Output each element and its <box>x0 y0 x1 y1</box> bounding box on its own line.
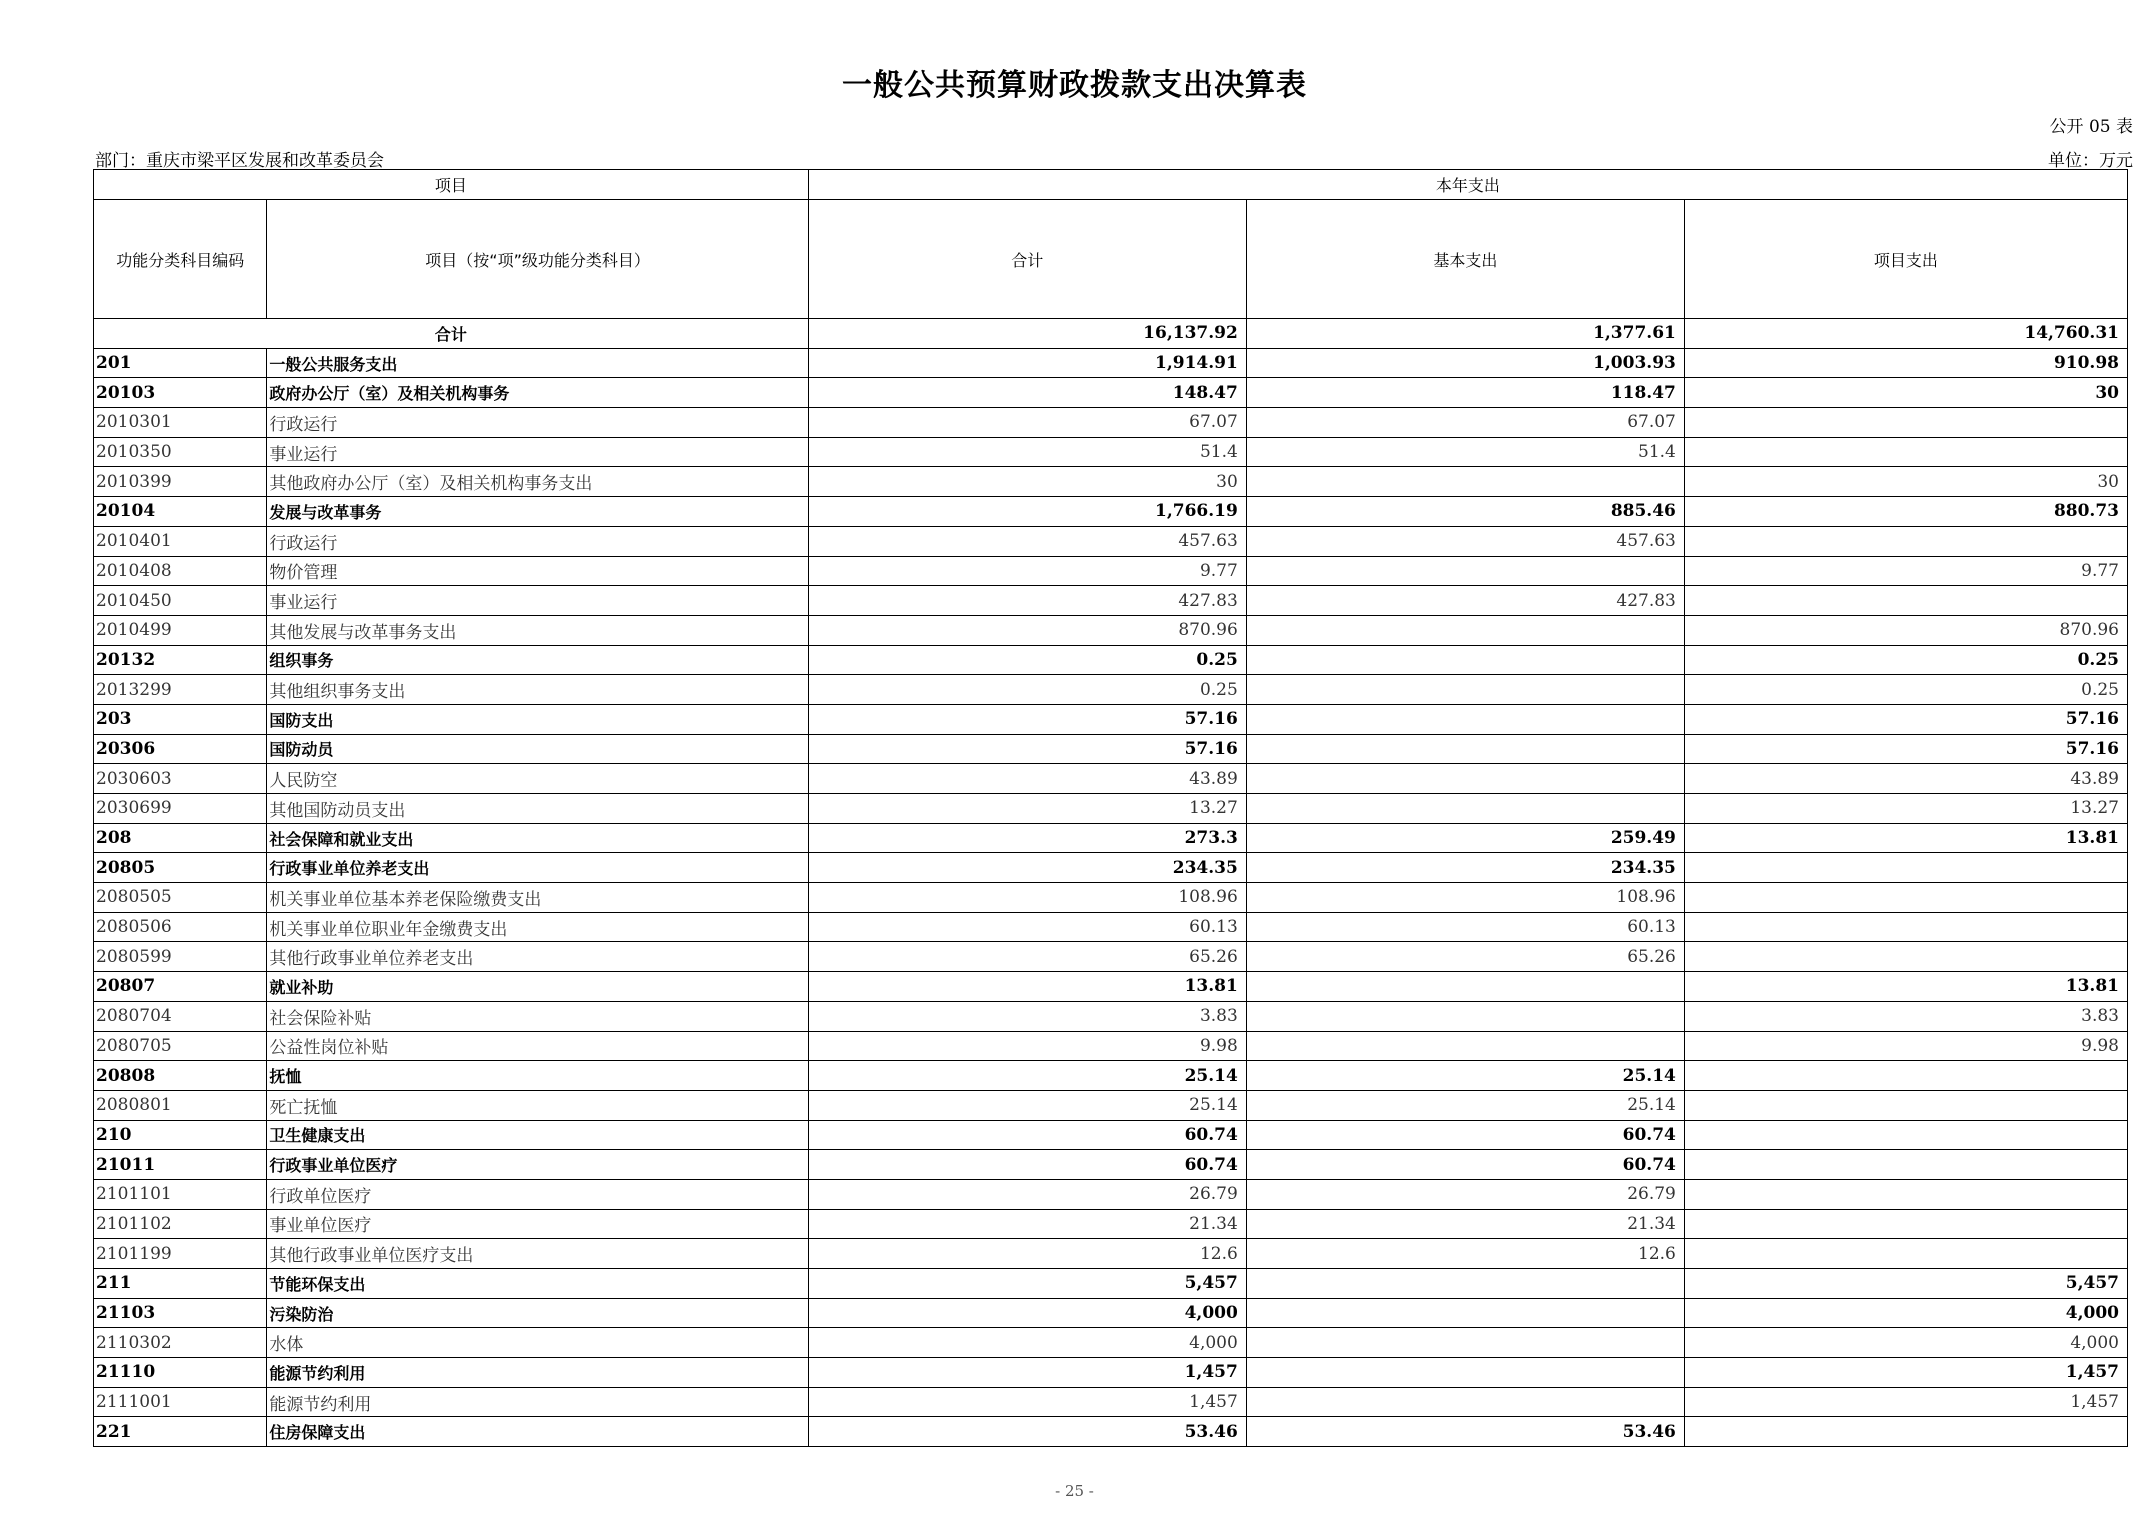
row-total: 0.25 <box>808 675 1246 705</box>
row-basic <box>1246 675 1684 705</box>
row-name: 其他国防动员支出 <box>267 794 808 824</box>
table-row <box>94 467 2128 497</box>
table-row <box>94 1001 2128 1031</box>
table-row <box>94 526 2128 556</box>
row-total: 9.77 <box>808 556 1246 586</box>
row-code: 210 <box>94 1120 267 1150</box>
row-project: 870.96 <box>1684 615 2127 645</box>
row-project: 57.16 <box>1684 734 2127 764</box>
row-code: 2010499 <box>94 615 267 645</box>
row-total: 234.35 <box>808 853 1246 883</box>
row-total: 57.16 <box>808 734 1246 764</box>
row-code: 2010408 <box>94 556 267 586</box>
row-total: 12.6 <box>808 1239 1246 1269</box>
row-name: 死亡抚恤 <box>267 1090 808 1120</box>
row-project <box>1684 1239 2127 1269</box>
row-name: 其他行政事业单位养老支出 <box>267 942 808 972</box>
row-total: 60.74 <box>808 1150 1246 1180</box>
row-code: 21110 <box>94 1358 267 1388</box>
row-basic <box>1246 1387 1684 1417</box>
row-project <box>1684 853 2127 883</box>
table-row <box>94 1179 2128 1209</box>
row-name: 社会保障和就业支出 <box>267 823 808 853</box>
row-name: 其他政府办公厅（室）及相关机构事务支出 <box>267 467 808 497</box>
table-row <box>94 1239 2128 1269</box>
row-name: 抚恤 <box>267 1061 808 1091</box>
row-name: 能源节约利用 <box>267 1387 808 1417</box>
row-basic: 65.26 <box>1246 942 1684 972</box>
row-total: 427.83 <box>808 586 1246 616</box>
row-name: 物价管理 <box>267 556 808 586</box>
expenditure-table <box>93 169 2128 1447</box>
row-basic: 26.79 <box>1246 1179 1684 1209</box>
row-total: 25.14 <box>808 1090 1246 1120</box>
row-code: 2010399 <box>94 467 267 497</box>
row-name: 污染防治 <box>267 1298 808 1328</box>
row-project <box>1684 408 2127 438</box>
row-code: 203 <box>94 704 267 734</box>
row-name: 行政运行 <box>267 408 808 438</box>
row-total: 25.14 <box>808 1061 1246 1091</box>
row-basic <box>1246 556 1684 586</box>
row-project <box>1684 942 2127 972</box>
row-code: 2010450 <box>94 586 267 616</box>
row-project: 4,000 <box>1684 1328 2127 1358</box>
row-project: 30 <box>1684 467 2127 497</box>
table-row <box>94 497 2128 527</box>
row-code: 2010301 <box>94 408 267 438</box>
row-name: 社会保险补贴 <box>267 1001 808 1031</box>
row-total: 1,766.19 <box>808 497 1246 527</box>
table-row <box>94 1061 2128 1091</box>
table-row <box>94 1298 2128 1328</box>
row-code: 2101199 <box>94 1239 267 1269</box>
row-code: 2080506 <box>94 912 267 942</box>
row-code: 2080705 <box>94 1031 267 1061</box>
row-total: 3.83 <box>808 1001 1246 1031</box>
total-row <box>94 319 2128 349</box>
row-project <box>1684 1120 2127 1150</box>
row-name: 卫生健康支出 <box>267 1120 808 1150</box>
row-basic <box>1246 615 1684 645</box>
row-total: 870.96 <box>808 615 1246 645</box>
row-basic: 457.63 <box>1246 526 1684 556</box>
table-row <box>94 1090 2128 1120</box>
table-row <box>94 794 2128 824</box>
row-basic: 21.34 <box>1246 1209 1684 1239</box>
row-total: 457.63 <box>808 526 1246 556</box>
row-project <box>1684 1209 2127 1239</box>
row-project: 910.98 <box>1684 348 2127 378</box>
row-basic: 60.74 <box>1246 1120 1684 1150</box>
row-name: 事业单位医疗 <box>267 1209 808 1239</box>
row-project: 5,457 <box>1684 1269 2127 1299</box>
header-project: 项目支出 <box>1684 200 2127 319</box>
row-basic: 67.07 <box>1246 408 1684 438</box>
row-code: 2030603 <box>94 764 267 794</box>
row-total: 108.96 <box>808 883 1246 913</box>
table-row <box>94 972 2128 1002</box>
table-row <box>94 408 2128 438</box>
header-name: 项目（按“项”级功能分类科目） <box>267 200 808 319</box>
row-project: 43.89 <box>1684 764 2127 794</box>
table-row <box>94 1150 2128 1180</box>
row-total: 60.13 <box>808 912 1246 942</box>
row-project: 0.25 <box>1684 675 2127 705</box>
row-project: 3.83 <box>1684 1001 2127 1031</box>
table-row <box>94 764 2128 794</box>
total-basic: 1,377.61 <box>1246 319 1684 349</box>
row-project: 9.98 <box>1684 1031 2127 1061</box>
row-project <box>1684 1179 2127 1209</box>
row-name: 就业补助 <box>267 972 808 1002</box>
row-project: 30 <box>1684 378 2127 408</box>
header-this-year: 本年支出 <box>808 170 2127 200</box>
table-row <box>94 734 2128 764</box>
table-row <box>94 348 2128 378</box>
row-name: 住房保障支出 <box>267 1417 808 1447</box>
row-project: 1,457 <box>1684 1387 2127 1417</box>
row-total: 13.27 <box>808 794 1246 824</box>
row-project <box>1684 437 2127 467</box>
row-total: 57.16 <box>808 704 1246 734</box>
row-total: 1,457 <box>808 1358 1246 1388</box>
row-code: 21103 <box>94 1298 267 1328</box>
row-total: 51.4 <box>808 437 1246 467</box>
row-basic <box>1246 972 1684 1002</box>
row-total: 1,457 <box>808 1387 1246 1417</box>
row-basic: 60.13 <box>1246 912 1684 942</box>
row-code: 20306 <box>94 734 267 764</box>
row-project: 57.16 <box>1684 704 2127 734</box>
table-row <box>94 437 2128 467</box>
row-basic: 53.46 <box>1246 1417 1684 1447</box>
row-project <box>1684 1417 2127 1447</box>
row-basic: 60.74 <box>1246 1150 1684 1180</box>
row-basic: 1,003.93 <box>1246 348 1684 378</box>
row-basic: 108.96 <box>1246 883 1684 913</box>
row-name: 人民防空 <box>267 764 808 794</box>
row-name: 公益性岗位补贴 <box>267 1031 808 1061</box>
row-name: 机关事业单位职业年金缴费支出 <box>267 912 808 942</box>
row-code: 2080704 <box>94 1001 267 1031</box>
row-code: 20103 <box>94 378 267 408</box>
row-code: 2010401 <box>94 526 267 556</box>
row-name: 行政单位医疗 <box>267 1179 808 1209</box>
row-basic: 118.47 <box>1246 378 1684 408</box>
table-row <box>94 1120 2128 1150</box>
row-code: 2080599 <box>94 942 267 972</box>
row-project <box>1684 1150 2127 1180</box>
row-basic <box>1246 704 1684 734</box>
table-row <box>94 615 2128 645</box>
row-project <box>1684 883 2127 913</box>
row-code: 211 <box>94 1269 267 1299</box>
row-basic: 259.49 <box>1246 823 1684 853</box>
table-row <box>94 1417 2128 1447</box>
row-basic <box>1246 645 1684 675</box>
row-basic <box>1246 794 1684 824</box>
table-row <box>94 1209 2128 1239</box>
row-name: 发展与改革事务 <box>267 497 808 527</box>
row-code: 208 <box>94 823 267 853</box>
row-name: 行政事业单位养老支出 <box>267 853 808 883</box>
header-row-top <box>94 170 2128 200</box>
row-basic <box>1246 764 1684 794</box>
row-code: 20807 <box>94 972 267 1002</box>
row-total: 43.89 <box>808 764 1246 794</box>
row-project: 4,000 <box>1684 1298 2127 1328</box>
header-basic: 基本支出 <box>1246 200 1684 319</box>
row-name: 其他发展与改革事务支出 <box>267 615 808 645</box>
row-total: 9.98 <box>808 1031 1246 1061</box>
total-project: 14,760.31 <box>1684 319 2127 349</box>
header-item: 项目 <box>94 170 809 200</box>
form-number: 公开 05 表 <box>2049 117 2133 137</box>
row-total: 65.26 <box>808 942 1246 972</box>
row-basic: 427.83 <box>1246 586 1684 616</box>
row-project: 13.81 <box>1684 972 2127 1002</box>
row-total: 4,000 <box>808 1298 1246 1328</box>
table-row <box>94 853 2128 883</box>
table-row <box>94 704 2128 734</box>
row-total: 60.74 <box>808 1120 1246 1150</box>
row-name: 水体 <box>267 1328 808 1358</box>
row-basic: 25.14 <box>1246 1061 1684 1091</box>
row-code: 20104 <box>94 497 267 527</box>
table-row <box>94 556 2128 586</box>
row-name: 国防支出 <box>267 704 808 734</box>
row-total: 21.34 <box>808 1209 1246 1239</box>
table-row <box>94 378 2128 408</box>
row-basic <box>1246 1328 1684 1358</box>
row-basic: 234.35 <box>1246 853 1684 883</box>
row-code: 2111001 <box>94 1387 267 1417</box>
unit-label: 单位：万元 <box>2048 151 2133 171</box>
row-total: 148.47 <box>808 378 1246 408</box>
table-row <box>94 1358 2128 1388</box>
row-basic: 885.46 <box>1246 497 1684 527</box>
row-project: 9.77 <box>1684 556 2127 586</box>
row-code: 2013299 <box>94 675 267 705</box>
row-total: 26.79 <box>808 1179 1246 1209</box>
row-total: 30 <box>808 467 1246 497</box>
row-project <box>1684 912 2127 942</box>
row-name: 行政事业单位医疗 <box>267 1150 808 1180</box>
row-total: 67.07 <box>808 408 1246 438</box>
row-basic: 12.6 <box>1246 1239 1684 1269</box>
row-project: 13.27 <box>1684 794 2127 824</box>
page-title: 一般公共预算财政拨款支出决算表 <box>842 68 1307 103</box>
row-code: 2080505 <box>94 883 267 913</box>
row-name: 其他组织事务支出 <box>267 675 808 705</box>
row-code: 2110302 <box>94 1328 267 1358</box>
total-sum: 16,137.92 <box>808 319 1246 349</box>
row-basic <box>1246 1031 1684 1061</box>
row-code: 21011 <box>94 1150 267 1180</box>
row-name: 其他行政事业单位医疗支出 <box>267 1239 808 1269</box>
row-name: 机关事业单位基本养老保险缴费支出 <box>267 883 808 913</box>
row-basic <box>1246 467 1684 497</box>
row-basic <box>1246 1001 1684 1031</box>
row-code: 20805 <box>94 853 267 883</box>
row-project: 13.81 <box>1684 823 2127 853</box>
table-row <box>94 675 2128 705</box>
row-name: 组织事务 <box>267 645 808 675</box>
row-code: 2080801 <box>94 1090 267 1120</box>
table-row <box>94 942 2128 972</box>
table-row <box>94 1328 2128 1358</box>
row-code: 2010350 <box>94 437 267 467</box>
row-basic <box>1246 1298 1684 1328</box>
row-basic <box>1246 1358 1684 1388</box>
row-name: 政府办公厅（室）及相关机构事务 <box>267 378 808 408</box>
row-name: 节能环保支出 <box>267 1269 808 1299</box>
table-row <box>94 1269 2128 1299</box>
row-basic: 25.14 <box>1246 1090 1684 1120</box>
row-code: 2030699 <box>94 794 267 824</box>
row-name: 能源节约利用 <box>267 1358 808 1388</box>
row-total: 13.81 <box>808 972 1246 1002</box>
row-code: 20808 <box>94 1061 267 1091</box>
row-total: 5,457 <box>808 1269 1246 1299</box>
row-project: 880.73 <box>1684 497 2127 527</box>
table-row <box>94 586 2128 616</box>
row-basic <box>1246 1269 1684 1299</box>
row-project <box>1684 586 2127 616</box>
department-label: 部门：重庆市梁平区发展和改革委员会 <box>95 151 384 171</box>
row-project: 1,457 <box>1684 1358 2127 1388</box>
page-number: - 25 - <box>1055 1482 1094 1500</box>
header-total: 合计 <box>808 200 1246 319</box>
table-row <box>94 645 2128 675</box>
row-total: 1,914.91 <box>808 348 1246 378</box>
header-row-columns <box>94 200 2128 319</box>
row-name: 事业运行 <box>267 586 808 616</box>
row-basic <box>1246 734 1684 764</box>
row-code: 20132 <box>94 645 267 675</box>
header-code: 功能分类科目编码 <box>94 200 267 319</box>
table-row <box>94 1031 2128 1061</box>
table-row <box>94 1387 2128 1417</box>
row-project: 0.25 <box>1684 645 2127 675</box>
table-row <box>94 912 2128 942</box>
row-basic: 51.4 <box>1246 437 1684 467</box>
table-body <box>94 319 2128 1447</box>
table-row <box>94 883 2128 913</box>
row-code: 2101102 <box>94 1209 267 1239</box>
row-total: 4,000 <box>808 1328 1246 1358</box>
row-total: 273.3 <box>808 823 1246 853</box>
row-name: 行政运行 <box>267 526 808 556</box>
row-total: 0.25 <box>808 645 1246 675</box>
row-name: 一般公共服务支出 <box>267 348 808 378</box>
row-name: 国防动员 <box>267 734 808 764</box>
row-code: 2101101 <box>94 1179 267 1209</box>
row-name: 事业运行 <box>267 437 808 467</box>
row-project <box>1684 1061 2127 1091</box>
row-code: 221 <box>94 1417 267 1447</box>
row-code: 201 <box>94 348 267 378</box>
table-row <box>94 823 2128 853</box>
row-project <box>1684 526 2127 556</box>
total-label: 合计 <box>94 319 809 349</box>
row-total: 53.46 <box>808 1417 1246 1447</box>
row-project <box>1684 1090 2127 1120</box>
